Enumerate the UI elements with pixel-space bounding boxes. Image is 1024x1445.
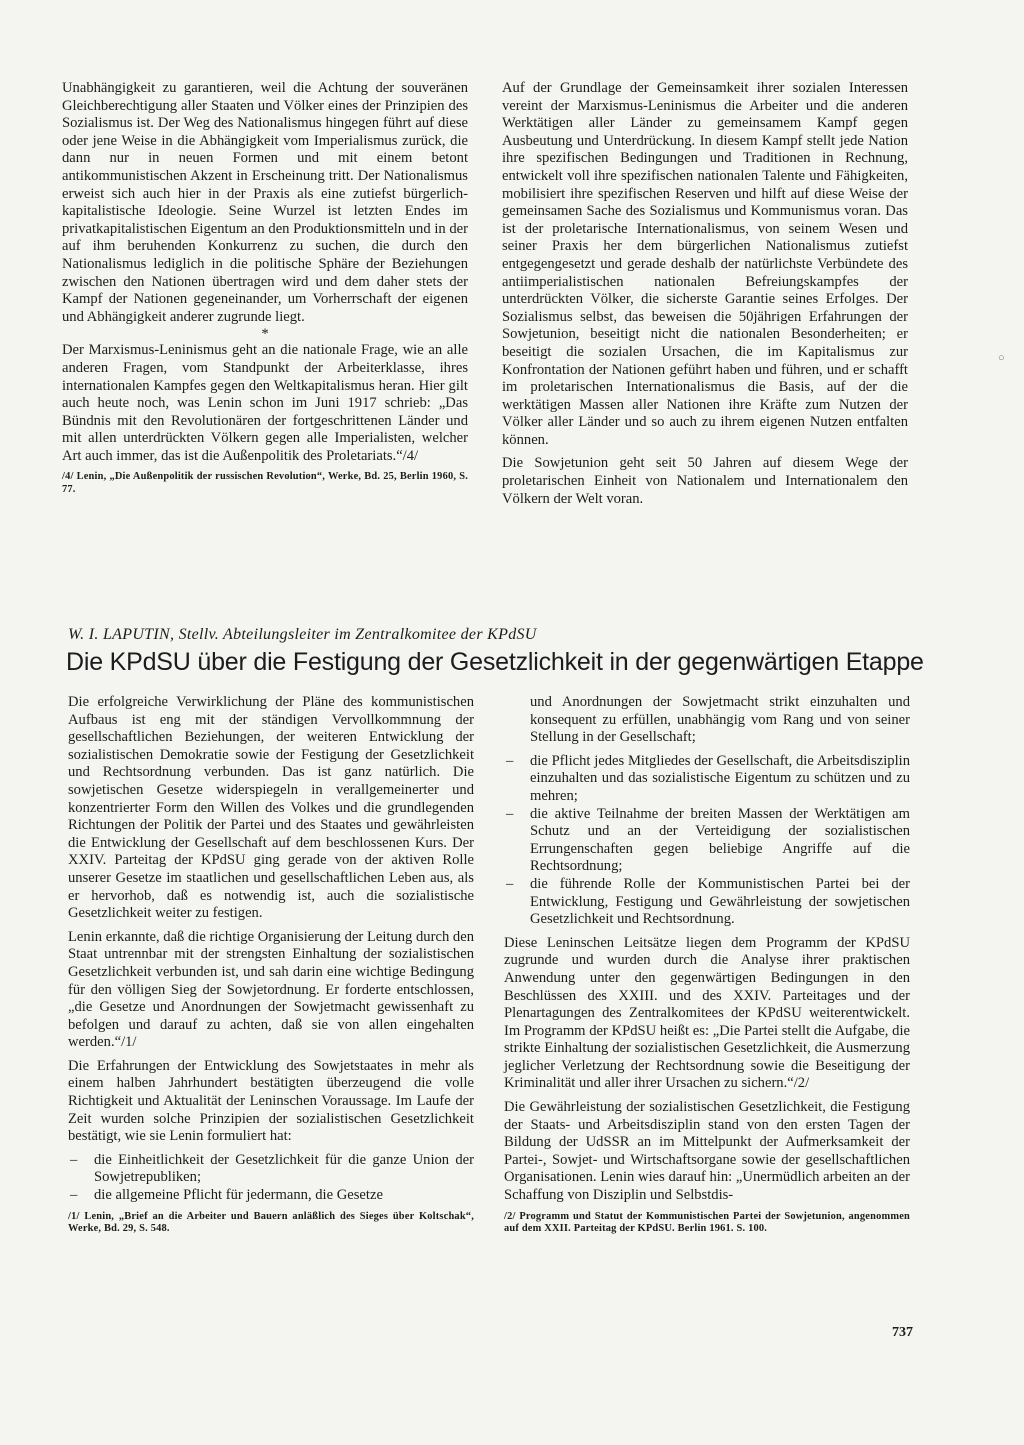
list-item: – die allgemeine Pflicht für jedermann, die Gesetze [68, 1187, 474, 1205]
list-item: – die führende Rolle der Kommunistischen Partei bei der Entwicklung, Festigung und Gewährleistung der sowjetischen Gesetzlichkeit und Rechtsordnung. [504, 876, 910, 929]
article1-column-left [62, 80, 468, 502]
list-item: – die Pflicht jedes Mitgliedes der Gesellschaft, die Arbeitsdisziplin einzuhalten und das sozialistische Eigentum zu schützen und zu mehren; [504, 753, 910, 806]
author-byline: W. I. LAPUTIN, Stellv. Abteilungsleiter im Zentralkomitee der KPdSU [68, 626, 537, 643]
paragraph: Unabhängigkeit zu garantieren, weil die Achtung der souveränen Gleichberechtigung aller Staaten und Völker eines der Prinzipien des Sozialismus ist. Der Weg des Nationalismus hingegen führt auf diese oder jene Weise in die Abhängigkeit vom Imperialismus zurück, die dann nur in neuen Formen und mit einem betont antikommunistischen Akzent in Erscheinung tritt. Der Nationalismus erweist sich auch hier in der Praxis als eine zutiefst bürgerlich-kapitalistische Ideologie. Seine Wurzel ist letzten Endes im privatkapitalistischen Eigentum an den Produktionsmitteln und in der auf ihm beruhenden Konkurrenz zu suchen, die durch den Nationalismus lediglich in die politische Sphäre der Beziehungen zwischen den Nationen übertragen wird und dem daher stets der Kampf der Nationen gegeneinander, um Vorherrschaft der eigenen und Abhängigkeit anderer zugrunde liegt. [62, 80, 468, 325]
footnote-1: /1/ Lenin, „Brief an die Arbeiter und Bauern anläßlich des Sieges über Koltschak“, Werke, Bd. 29, S. 548. [68, 1210, 474, 1235]
paragraph: Die erfolgreiche Verwirklichung der Pläne des kommunistischen Aufbaus ist eng mit der ständigen Vervollkommnung der gesellschaftlichen Beziehungen, der weiteren Entwicklung der sozialistischen Demokratie sowie der Festigung der Gesetzlichkeit und Rechtsordnung verbunden. Das ist ganz natürlich. Die sowjetischen Gesetze widerspiegeln in verallgemeinerter und konzentrierter Form den Willen des Volkes und die grundlegenden Richtungen der Politik der Partei und des Staates und gewährleisten die Entwicklung der Gesellschaft auf dem beschlossenen Kurs. Der XXIV. Parteitag der KPdSU ging gerade von der aktiven Rolle unserer Gesetze im staatlichen und gesellschaftlichen Leben aus, als er hervorhob, daß es notwendig ist, auch die sozialistische Gesetzlichkeit weiter zu festigen. [68, 694, 474, 922]
article1-column-right [502, 80, 908, 514]
article2-column-left [68, 694, 474, 1241]
paragraph: Auf der Grundlage der Gemeinsamkeit ihrer sozialen Interessen vereint der Marxismus-Leninismus die Arbeiter und die anderen Werktätigen aller Länder zu gemeinsamem Kampf gegen Ausbeutung und Unterdrückung. In diesem Kampf stellt jede Nation ihre spezifischen Bedingungen und Traditionen in Rechnung, entwickelt voll ihre spezifischen nationalen Talente und Fähigkeiten, mobilisiert ihre spezifischen Reserven und hilft auf diese Weise der gemeinsamen Sache des Sozialismus und Kommunismus voran. Das ist der proletarische Internationalismus, von seinem Wesen und seiner Praxis her dem bürgerlichen Nationalismus zutiefst entgegengesetzt und gerade deshalb der natürlichste Verbündete des antiimperialistischen nationalen Befreiungskampfes der unterdrückten Völker, die sicherste Garantie seines Erfolges. Der Sozialismus selbst, das beweisen die 50jährigen Erfahrungen der Sowjetunion, beseitigt nicht die nationalen Besonderheiten; er beseitigt die sozialen Ursachen, die im Kapitalismus zur Konfrontation der Nationen geführt haben und führen, und er schafft im proletarischen Internationalismus die Basis, auf der die werktätigen Massen aller Nationen ihre Kräfte zum Nutzen der Völker aller Länder und so auch zu ihrem eigenen Nutzen entfalten können. [502, 80, 908, 448]
principles-list [68, 1152, 474, 1205]
paragraph: Die Sowjetunion geht seit 50 Jahren auf diesem Wege der proletarischen Einheit von Nationalem und Internationalem den Völkern der Welt voran. [502, 455, 908, 507]
footnote-2: /2/ Programm und Statut der Kommunistischen Partei der Sowjetunion, angenommen auf dem XXII. Parteitag der KPdSU. Berlin 1961. S. 100. [504, 1210, 910, 1235]
list-item-continuation: und Anordnungen der Sowjetmacht strikt einzuhalten und konsequent zu erfüllen, unabhängig vom Rang und von seiner Stellung in der Gesellschaft; [530, 694, 910, 746]
paragraph: Die Gewährleistung der sozialistischen Gesetzlichkeit, die Festigung der Staats- und Arbeitsdisziplin stand von den ersten Tagen der Bildung der UdSSR an im Mittelpunkt der Aufmerksamkeit der Partei-, Sowjet- und Wirtschaftsorgane sowie der gesellschaftlichen Organisationen. Lenin wies darauf hin: „Unermüdlich arbeiten an der Schaffung von Disziplin und Selbstdis- [504, 1099, 910, 1204]
list-item: – die Einheitlichkeit der Gesetzlichkeit für die ganze Union der Sowjetrepubliken; [68, 1152, 474, 1187]
list-item: – die aktive Teilnahme der breiten Massen der Werktätigen am Schutz und an der Verteidigung der sozialistischen Errungenschaften gegen beliebige Angriffe auf die Rechtsordnung; [504, 806, 910, 876]
paragraph: Die Erfahrungen der Entwicklung des Sowjetstaates in mehr als einem halben Jahrhundert bestätigten überzeugend die volle Richtigkeit und Aktualität der Leninschen Voraussage. Im Laufe der Zeit wurden solche Prinzipien der sozialistischen Gesetzlichkeit bestätigt, wie sie Lenin formuliert hat: [68, 1057, 474, 1145]
principles-list [504, 753, 910, 929]
article-title: Die KPdSU über die Festigung der Gesetzlichkeit in der gegenwärtigen Etappe [66, 648, 924, 676]
scan-mark: ○ [998, 352, 1005, 364]
paragraph: Lenin erkannte, daß die richtige Organisierung der Leitung durch den Staat untrennbar mit der strengsten Einhaltung der sozialistischen Gesetzlichkeit verbunden ist, und sah darin eine wichtige Bedingung für den völligen Sieg der Sowjetordnung. Er forderte entschlossen, „die Gesetze und Anordnungen der Sowjetmacht gewissenhaft zu befolgen und darauf zu achten, daß sie von allen eingehalten werden.“/1/ [68, 928, 474, 1051]
page-number: 737 [892, 1325, 913, 1340]
article2-column-right [504, 694, 910, 1241]
paragraph: Diese Leninschen Leitsätze liegen dem Programm der KPdSU zugrunde und wurden durch die Analyse ihrer praktischen Anwendung unter den gegenwärtigen Bedingungen in den Beschlüssen des XXIII. und des XXIV. Parteitages und der Plenartagungen des Zentralkomitees der KPdSU weiterentwickelt. Im Programm der KPdSU heißt es: „Die Partei stellt die Aufgabe, die strikte Einhaltung der sozialistischen Gesetzlichkeit, die Ausmerzung jeglicher Verletzung der Rechtsordnung sowie die Beseitigung der Kriminalität und aller ihrer Ursachen zu sichern.“/2/ [504, 934, 910, 1092]
paragraph: Der Marxismus-Leninismus geht an die nationale Frage, wie an alle anderen Fragen, vom Standpunkt der Arbeiterklasse, ihres internationalen Kampfes gegen den Weltkapitalismus heran. Hier gilt auch heute noch, was Lenin schon im Juni 1917 schrieb: „Das Bündnis mit den Revolutionären der fortgeschrittenen Länder und mit allen unterdrückten Völkern gegen alle Imperialisten, welcher Art auch immer, das ist die Außenpolitik des Proletariats.“/4/ [62, 342, 468, 464]
footnote-4: /4/ Lenin, „Die Außenpolitik der russischen Revolution“, Werke, Bd. 25, Berlin 1960, S. 77. [62, 471, 468, 495]
section-separator: * [261, 326, 269, 343]
